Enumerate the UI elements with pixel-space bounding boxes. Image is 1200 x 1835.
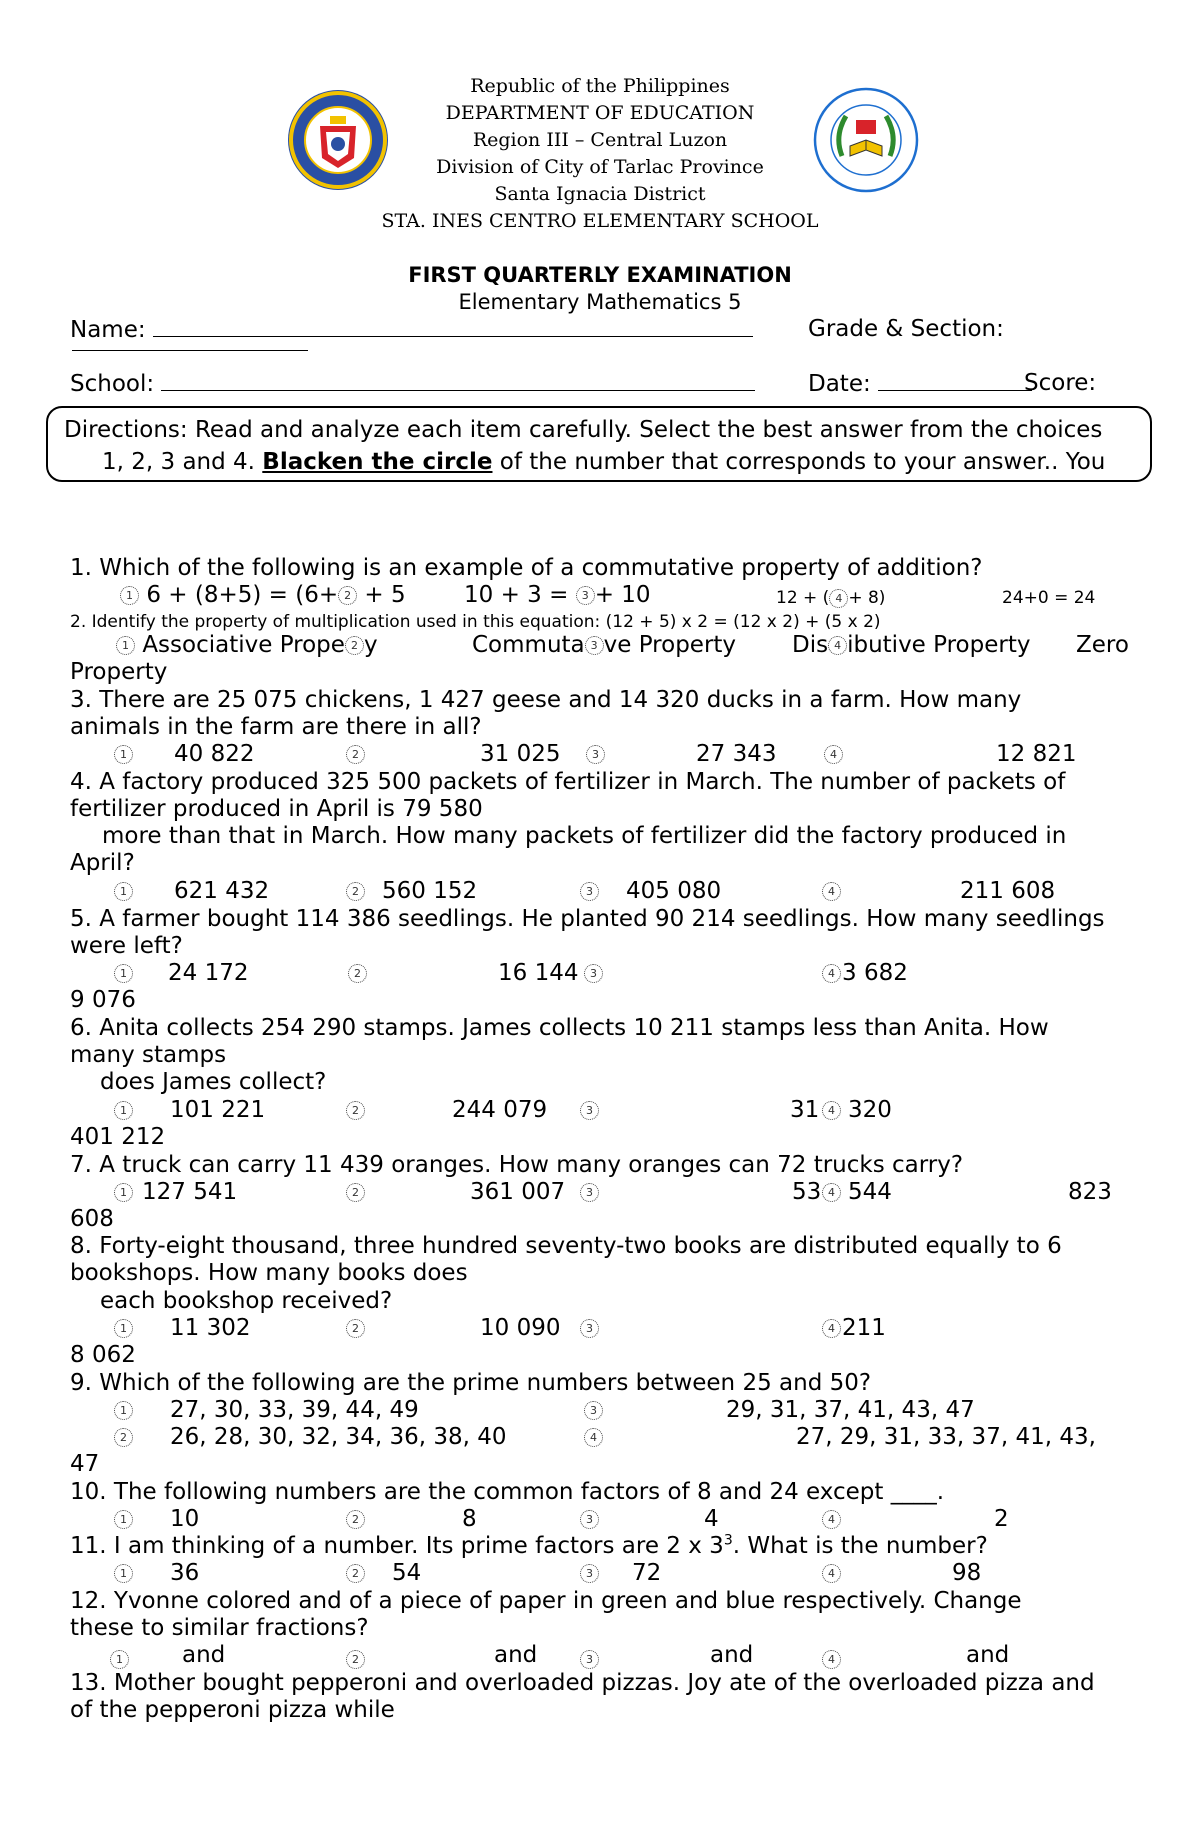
answer-circle-4[interactable]: 4: [584, 1428, 603, 1447]
answer-circle-3[interactable]: 3: [580, 1319, 599, 1338]
q12-option-1: and: [182, 1642, 226, 1668]
q4-option-1: 621 432: [174, 878, 270, 904]
q1-choice-4[interactable]: 12 + ( 4 + 8): [776, 588, 886, 608]
q11-option-3: 72: [632, 1560, 662, 1586]
answer-circle-2[interactable]: 2: [346, 745, 365, 764]
q6-option-4: 401 212: [70, 1124, 166, 1150]
q10-option-3: 4: [704, 1506, 719, 1532]
q9-option-3: 29, 31, 37, 41, 43, 47: [726, 1397, 975, 1423]
q3-option-4: 12 821: [996, 741, 1077, 767]
q12-option-3: and: [710, 1642, 754, 1668]
q3-text-1: 3. There are 25 075 chickens, 1 427 geese and 14 320 ducks in a farm. How many: [70, 687, 1022, 713]
school-field[interactable]: [70, 370, 755, 398]
answer-circle-2[interactable]: 2: [338, 586, 357, 605]
header-region: Region III – Central Luzon: [472, 129, 728, 151]
q11-option-4: 98: [952, 1560, 982, 1586]
q11-option-2: 54: [392, 1560, 422, 1586]
q7-option-1: 127 541: [142, 1179, 238, 1205]
answer-circle-2[interactable]: 2: [346, 1510, 365, 1529]
answer-circle-3[interactable]: 3: [584, 964, 603, 983]
answer-circle-1[interactable]: 1: [114, 745, 133, 764]
q10-option-4: 2: [994, 1506, 1009, 1532]
q7-option-4b: 608: [70, 1206, 114, 1232]
q13-text-2: of the pepperoni pizza while: [70, 1697, 395, 1723]
q9-text-1: 9. Which of the following are the prime numbers between 25 and 50?: [70, 1370, 872, 1396]
q4-text-3: more than that in March. How many packets of fertilizer did the factory produced in: [102, 823, 1067, 849]
q5-option-4: 9 076: [70, 987, 136, 1013]
q8-option-3: 211: [842, 1315, 886, 1341]
grade-section-line[interactable]: [72, 350, 308, 351]
q4-option-4: 211 608: [960, 878, 1056, 904]
q12-option-2: and: [494, 1642, 538, 1668]
exam-title: FIRST QUARTERLY EXAMINATION: [408, 263, 792, 287]
q4-text-2: fertilizer produced in April is 79 580: [70, 796, 483, 822]
header-district: Santa Ignacia District: [494, 183, 706, 205]
answer-circle-1[interactable]: 1: [114, 1401, 133, 1420]
answer-circle-1[interactable]: 1: [114, 1319, 133, 1338]
answer-circle-1[interactable]: 1: [114, 1564, 133, 1583]
q8-option-1: 11 302: [170, 1315, 251, 1341]
q7-option-3a: 53: [792, 1179, 822, 1205]
q2-choice-3[interactable]: Commuta 3 ve Property: [472, 632, 737, 658]
q12-text-1: 12. Yvonne colored and of a piece of paper in green and blue respectively. Change: [70, 1588, 1022, 1614]
school-line: [161, 370, 755, 391]
answer-circle-4[interactable]: 4: [822, 882, 841, 901]
q7-text-1: 7. A truck can carry 11 439 oranges. How many oranges can 72 trucks carry?: [70, 1152, 964, 1178]
date-field[interactable]: [808, 370, 1032, 398]
q4-text-1: 4. A factory produced 325 500 packets of fertilizer in March. The number of packets of: [70, 769, 1066, 795]
answer-circle-4[interactable]: 4: [822, 1510, 841, 1529]
answer-circle-2[interactable]: 2: [346, 1183, 365, 1202]
answer-circle-3[interactable]: 3: [585, 636, 604, 655]
header-republic: Republic of the Philippines: [470, 75, 730, 97]
q3-text-2: animals in the farm are there in all?: [70, 714, 482, 740]
q9-option-4-wrap: 47: [70, 1451, 100, 1477]
answer-circle-2[interactable]: 2: [346, 1650, 365, 1669]
answer-circle-3[interactable]: 3: [580, 1510, 599, 1529]
answer-circle-1[interactable]: 1: [116, 636, 135, 655]
q8-option-4: 8 062: [70, 1342, 136, 1368]
answer-circle-3[interactable]: 3: [580, 1183, 599, 1202]
q3-option-1: 40 822: [174, 741, 255, 767]
q6-text-2: many stamps: [70, 1042, 227, 1068]
answer-circle-3[interactable]: 3: [580, 882, 599, 901]
q3-option-2: 31 025: [480, 741, 561, 767]
answer-circle-2[interactable]: 2: [346, 1101, 365, 1120]
q5-option-3: 3 682: [842, 960, 908, 986]
answer-circle-4[interactable]: 4: [824, 745, 843, 764]
answer-circle-2[interactable]: 2: [345, 636, 364, 655]
q1-choice-3[interactable]: 10 + 3 = 3 + 10: [464, 582, 651, 608]
q2-text: 2. Identify the property of multiplication used in this equation: (12 + 5) x 2 = (12 x 2) + (5 x 2): [70, 612, 881, 632]
answer-circle-4[interactable]: 4: [828, 636, 847, 655]
answer-circle-3[interactable]: 3: [580, 1564, 599, 1583]
answer-circle-4[interactable]: 4: [822, 1319, 841, 1338]
answer-circle-2[interactable]: 2: [114, 1428, 133, 1447]
q4-option-3: 405 080: [626, 878, 722, 904]
answer-circle-1[interactable]: 1: [114, 964, 133, 983]
q7-option-4a: 823: [1068, 1179, 1112, 1205]
answer-circle-3[interactable]: 3: [584, 1401, 603, 1420]
answer-circle-1[interactable]: 1: [114, 1183, 133, 1202]
answer-circle-2[interactable]: 2: [346, 1319, 365, 1338]
answer-circle-3[interactable]: 3: [580, 1650, 599, 1669]
answer-circle-4[interactable]: 4: [822, 1183, 841, 1202]
answer-circle-2[interactable]: 2: [346, 882, 365, 901]
answer-circle-4[interactable]: 4: [822, 964, 841, 983]
answer-circle-4[interactable]: 4: [822, 1101, 841, 1120]
q4-text-4: April?: [70, 850, 135, 876]
school-label: School:: [70, 371, 155, 397]
answer-circle-4[interactable]: 4: [822, 1564, 841, 1583]
answer-circle-2[interactable]: 2: [348, 964, 367, 983]
q7-option-3b: 544: [848, 1179, 892, 1205]
q5-option-1: 24 172: [168, 960, 249, 986]
q10-option-1: 10: [170, 1506, 200, 1532]
q1-text: 1. Which of the following is an example of a commutative property of addition?: [70, 555, 983, 581]
q1-choice-1[interactable]: 1 6 + (8+5) = (6+ 2 + 5: [120, 582, 406, 609]
directions-line-2: 1, 2, 3 and 4. Blacken the circle of the number that corresponds to your answer.. You: [102, 449, 1106, 475]
q13-text-1: 13. Mother bought pepperoni and overloaded pizzas. Joy ate of the overloaded pizza and: [70, 1670, 1095, 1696]
answer-circle-1[interactable]: 1: [120, 586, 139, 605]
q12-text-2: these to similar fractions?: [70, 1615, 369, 1641]
exponent: 3: [723, 1532, 733, 1549]
q12-option-4: and: [966, 1642, 1010, 1668]
q2-choice-4[interactable]: Dis 4 ibutive Property: [792, 632, 1031, 658]
q2-choice-1[interactable]: 1 Associative Prope 2 y: [116, 632, 378, 659]
directions-line-1: Directions: Read and analyze each item carefully. Select the best answer from the choices: [64, 417, 1103, 443]
q3-option-3: 27 343: [696, 741, 777, 767]
grade-section-label: Grade & Section:: [808, 316, 1004, 342]
answer-circle-3[interactable]: 3: [576, 586, 595, 605]
answer-circle-1[interactable]: 1: [110, 1650, 129, 1669]
score-label: Score:: [1024, 370, 1097, 396]
answer-circle-1[interactable]: 1: [114, 1101, 133, 1120]
answer-circle-4[interactable]: 4: [822, 1650, 841, 1669]
header-department: DEPARTMENT OF EDUCATION: [445, 102, 755, 124]
q6-option-3b: 320: [848, 1097, 892, 1123]
q10-text-1: 10. The following numbers are the common factors of 8 and 24 except ____.: [70, 1479, 945, 1505]
q11-option-1: 36: [170, 1560, 200, 1586]
date-label: Date:: [808, 371, 871, 397]
answer-circle-3[interactable]: 3: [580, 1101, 599, 1120]
q8-option-2: 10 090: [480, 1315, 561, 1341]
header-school-name: STA. INES CENTRO ELEMENTARY SCHOOL: [381, 210, 819, 232]
header-division: Division of City of Tarlac Province: [436, 156, 764, 178]
q6-option-2: 244 079: [452, 1097, 548, 1123]
q5-text-2: were left?: [70, 933, 183, 959]
name-label: Name:: [70, 317, 146, 343]
q5-text-1: 5. A farmer bought 114 386 seedlings. He planted 90 214 seedlings. How many seedlings: [70, 906, 1105, 932]
q6-text-3: does James collect?: [100, 1069, 327, 1095]
q8-text-1: 8. Forty-eight thousand, three hundred seventy-two books are distributed equally to 6: [70, 1233, 1062, 1259]
q8-text-2: bookshops. How many books does: [70, 1260, 468, 1286]
answer-circle-1[interactable]: 1: [114, 882, 133, 901]
q8-text-3: each bookshop received?: [100, 1288, 393, 1314]
q2-choice-extra: Zero: [1076, 632, 1129, 658]
name-field[interactable]: [70, 316, 753, 344]
q2-wrap: Property: [70, 659, 168, 685]
q6-option-3a: 31: [790, 1097, 820, 1123]
answer-circle-3[interactable]: 3: [586, 745, 605, 764]
date-line: [878, 370, 1032, 391]
blacken-the-circle: Blacken the circle: [262, 449, 493, 475]
q6-text-1: 6. Anita collects 254 290 stamps. James collects 10 211 stamps less than Anita. How: [70, 1015, 1049, 1041]
exam-subject: Elementary Mathematics 5: [458, 290, 742, 314]
q9-option-2: 26, 28, 30, 32, 34, 36, 38, 40: [170, 1424, 507, 1450]
answer-circle-1[interactable]: 1: [114, 1510, 133, 1529]
name-line: [153, 316, 753, 337]
answer-circle-4[interactable]: 4: [829, 589, 848, 608]
q11-text-1: 11. I am thinking of a number. Its prime factors are 2 x $3^3$. What is the number?: [70, 1532, 988, 1559]
q10-option-2: 8: [462, 1506, 477, 1532]
q7-option-2: 361 007: [470, 1179, 566, 1205]
q4-option-2: 560 152: [382, 878, 478, 904]
q1-choice-extra: 24+0 = 24: [1002, 588, 1096, 608]
q9-option-4: 27, 29, 31, 33, 37, 41, 43,: [796, 1424, 1096, 1450]
q9-option-1: 27, 30, 33, 39, 44, 49: [170, 1397, 419, 1423]
answer-circle-2[interactable]: 2: [346, 1564, 365, 1583]
q6-option-1: 101 221: [170, 1097, 266, 1123]
q5-option-2: 16 144: [498, 960, 579, 986]
